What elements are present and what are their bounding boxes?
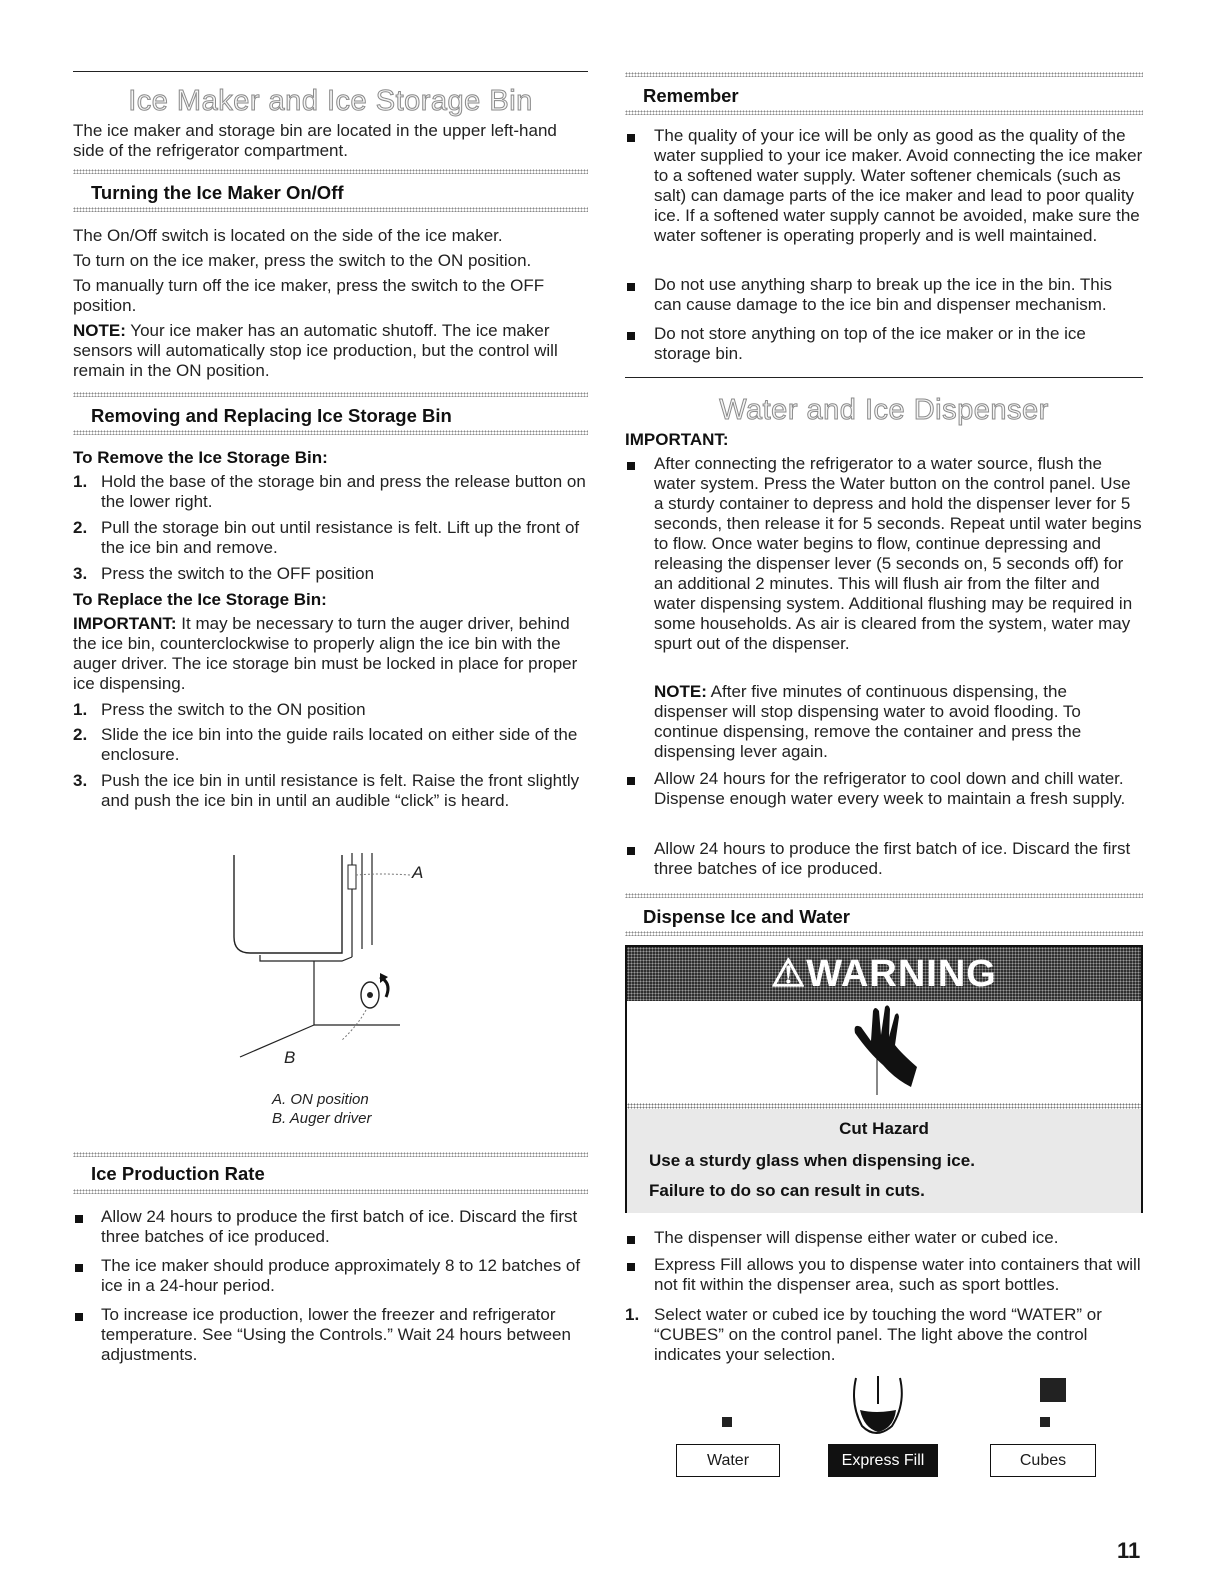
- bullet-icon: [627, 1263, 635, 1271]
- rate-bullet-1: Allow 24 hours to produce the first batch of ice. Discard the first three batches of ice produced.: [101, 1207, 578, 1246]
- heading-dispense-ice-water: Dispense Ice and Water: [643, 906, 850, 927]
- water-indicator-light: [722, 1417, 732, 1427]
- replace-heading: To Replace the Ice Storage Bin:: [73, 590, 327, 609]
- express-fill-glass-icon: [848, 1374, 908, 1442]
- remove-step-1: Hold the base of the storage bin and press the release button on the lower right.: [101, 472, 586, 511]
- divider: [625, 931, 1143, 936]
- hazard-title: Cut Hazard: [839, 1119, 929, 1138]
- caption-auger-driver: B. Auger driver: [272, 1110, 372, 1127]
- divider: [625, 72, 1143, 77]
- cut-hand-icon: [845, 1005, 925, 1101]
- section-title-ice-maker: Ice Maker and Ice Storage Bin: [128, 85, 533, 117]
- divider: [625, 110, 1143, 115]
- bullet-icon: [75, 1215, 83, 1223]
- replace-important: IMPORTANT: It may be necessary to turn the auger driver, behind the ice bin, counterclockwise to properly align the ice bin with the auger driver. The ice storage bin must be locked in place for proper ice dispensing.: [73, 614, 578, 693]
- heading-ice-production-rate: Ice Production Rate: [91, 1163, 265, 1184]
- cubes-button[interactable]: Cubes: [990, 1444, 1096, 1477]
- remember-bullet-2: Do not use anything sharp to break up the ice in the bin. This can cause damage to the ice bin and dispenser mechanism.: [654, 275, 1113, 314]
- hazard-line-2: Failure to do so can result in cuts.: [649, 1181, 925, 1200]
- bullet-icon: [627, 134, 635, 142]
- indicator-block-icon: [1040, 1378, 1066, 1402]
- dispense-bullet-2: Express Fill allows you to dispense water into containers that will not fit within the dispenser area, such as sport bottles.: [654, 1255, 1141, 1294]
- onoff-p3: To manually turn off the ice maker, press the switch to the OFF position.: [73, 276, 545, 315]
- step-number: 2.: [73, 518, 88, 537]
- dispenser-note: NOTE: After five minutes of continuous dispensing, the dispenser will stop dispensing water to avoid flooding. To continue dispensing, remove the container and press the dispensing lever again.: [654, 682, 1082, 761]
- heading-removing-replacing: Removing and Replacing Ice Storage Bin: [91, 405, 452, 426]
- figure-label-a: A: [412, 863, 424, 882]
- rate-bullet-3: To increase ice production, lower the freezer and refrigerator temperature. See “Using the Controls.” Wait 24 hours between adjustments.: [101, 1305, 571, 1364]
- bullet-icon: [75, 1313, 83, 1321]
- heading-turning-on-off: Turning the Ice Maker On/Off: [91, 182, 344, 203]
- divider: [73, 430, 588, 435]
- bullet-icon: [627, 1236, 635, 1244]
- onoff-p2: To turn on the ice maker, press the switch to the ON position.: [73, 251, 532, 270]
- dispenser-bullet-1: After connecting the refrigerator to a water source, flush the water system. Press the Water button on the control panel. Use a sturdy container to depress and hold the dispenser lever for 5 seconds, then release it for 5 seconds. Repeat until water begins to flow. Once water begins to flow, continue depressing and releasing the dispenser lever (5 seconds on, 5 seconds off) for an additional 2 minutes. This will flush air from the filter and water dispensing system. Additional flushing may be required in some households. As air is cleared from the system, water may spurt out of the dispenser.: [654, 454, 1142, 653]
- dispense-bullet-1: The dispenser will dispense either water or cubed ice.: [654, 1228, 1059, 1247]
- remove-heading: To Remove the Ice Storage Bin:: [73, 448, 328, 467]
- step-number: 1.: [73, 700, 88, 719]
- dispense-step-1: Select water or cubed ice by touching the word “WATER” or “CUBES” on the control panel. The light above the control indicates your selection.: [654, 1305, 1102, 1364]
- step-number: 3.: [73, 771, 88, 790]
- water-button[interactable]: Water: [676, 1444, 780, 1477]
- onoff-p1: The On/Off switch is located on the side of the ice maker.: [73, 226, 503, 245]
- divider: [73, 1189, 588, 1194]
- rule: [625, 377, 1143, 378]
- top-rule-left: [73, 71, 588, 72]
- warning-title: ⚠WARNING: [771, 953, 997, 995]
- remove-step-2: Pull the storage bin out until resistance is felt. Lift up the front of the ice bin and remove.: [101, 518, 580, 557]
- caption-on-position: A. ON position: [272, 1091, 369, 1108]
- divider: [73, 392, 588, 397]
- remember-bullet-3: Do not store anything on top of the ice maker or in the ice storage bin.: [654, 324, 1086, 363]
- step-number: 2.: [73, 725, 88, 744]
- important-label: IMPORTANT:: [625, 430, 729, 449]
- divider: [625, 893, 1143, 898]
- step-number: 3.: [73, 564, 88, 583]
- ice-bin-illustration: [230, 845, 430, 1065]
- bullet-icon: [627, 283, 635, 291]
- warning-box: [625, 945, 1143, 1213]
- hazard-line-1: Use a sturdy glass when dispensing ice.: [649, 1151, 975, 1170]
- divider: [73, 1152, 588, 1157]
- warning-triangle-icon: ⚠: [771, 953, 807, 995]
- dispenser-bullet-3: Allow 24 hours to produce the first batch of ice. Discard the first three batches of ice produced.: [654, 839, 1131, 878]
- divider: [73, 207, 588, 212]
- rate-bullet-2: The ice maker should produce approximately 8 to 12 batches of ice in a 24-hour period.: [101, 1256, 581, 1295]
- intro-text: The ice maker and storage bin are located in the upper left-hand side of the refrigerator compartment.: [73, 121, 557, 160]
- express-fill-button[interactable]: Express Fill: [828, 1444, 938, 1477]
- section-title-dispenser: Water and Ice Dispenser: [719, 394, 1049, 426]
- bullet-icon: [627, 462, 635, 470]
- page-number: 11: [1117, 1538, 1141, 1563]
- bullet-icon: [75, 1264, 83, 1272]
- divider: [73, 169, 588, 174]
- replace-step-3: Push the ice bin in until resistance is felt. Raise the front slightly and push the ice bin in until an audible “click” is heard.: [101, 771, 580, 810]
- heading-remember: Remember: [643, 85, 739, 106]
- cubes-indicator-light: [1040, 1417, 1050, 1427]
- bullet-icon: [627, 847, 635, 855]
- figure-label-b: B: [284, 1048, 296, 1067]
- dispenser-bullet-2: Allow 24 hours for the refrigerator to cool down and chill water. Dispense enough water every week to maintain a fresh supply.: [654, 769, 1126, 808]
- remove-step-3: Press the switch to the OFF position: [101, 564, 375, 583]
- onoff-note: NOTE: Your ice maker has an automatic shutoff. The ice maker sensors will automatically stop ice production, but the control will remain in the ON position.: [73, 321, 558, 380]
- warning-header: [627, 947, 1141, 1001]
- replace-step-1: Press the switch to the ON position: [101, 700, 366, 719]
- bullet-icon: [627, 777, 635, 785]
- warning-body: [627, 1109, 1141, 1213]
- replace-step-2: Slide the ice bin into the guide rails located on either side of the enclosure.: [101, 725, 578, 764]
- step-number: 1.: [73, 472, 88, 491]
- step-number: 1.: [625, 1305, 640, 1324]
- remember-bullet-1: The quality of your ice will be only as good as the quality of the water supplied to your ice maker. Avoid connecting the ice maker to a softened water supply. Water softener chemicals (such as salt) can damage parts of the ice maker and lead to poor quality ice. If a softened water supply cannot be avoided, make sure the water softener is operating properly and is well maintained.: [654, 126, 1143, 245]
- bullet-icon: [627, 332, 635, 340]
